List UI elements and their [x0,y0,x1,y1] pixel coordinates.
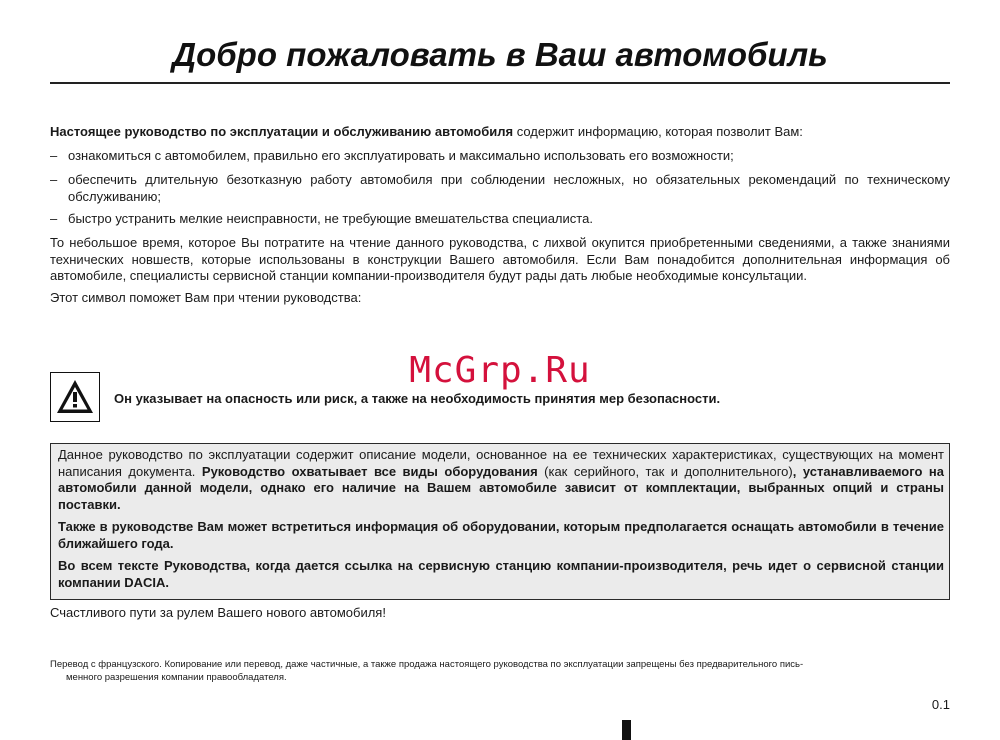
title-underline [50,82,950,84]
list-item [50,211,950,228]
list-dash: – [50,211,58,226]
reading-time-paragraph: То небольшое время, которое Вы потратите на чтение данного руководства, с лихвой окупится приобретенными сведениями, а также знаниями технических новшеств, которые использованы в конструкции Вашего автомобиля. Если Вам понадобится дополнительная информация об автомобиле, специалисты сервисной станции компании-производителя будут рады дать любые необходимые консультации. [50,235,950,283]
equipment-notice-box [50,443,950,600]
page-number: 0.1 [931,697,950,712]
watermark-text: McGrp.Ru [409,350,591,391]
list-item [50,148,950,165]
notice-bold-text: Руководство охватывает все виды оборудования [201,463,538,479]
warning-symbol-box [50,372,100,422]
closing-line: Счастливого пути за рулем Вашего нового автомобиля! [50,605,386,620]
copyright-footnote [50,658,950,684]
list-item-text: ознакомиться с автомобилем, правильно его эксплуатировать и максимально использовать его возможности; [68,148,734,163]
warning-description: Он указывает на опасность или риск, а также на необходимость принятия мер безопасности. [114,391,721,406]
list-item-text: обеспечить длительную безотказную работу автомобиля при соблюдении несложных, но обязательных рекомендаций по техническому обслуживанию; [68,172,950,204]
page-title: Добро пожаловать в Ваш автомобиль [172,36,828,73]
list-item [50,172,950,205]
notice-paragraph-3: Во всем тексте Руководства, когда дается ссылка на сервисную станцию компании-производителя, речь идет о сервисной станции компании DACIA. [58,558,944,590]
footnote-line-2: менного разрешения компании правообладателя. [66,672,287,683]
notice-paragraph-2: Также в руководстве Вам может встретиться информация об оборудовании, которым предполагается оснащать автомобили в течение ближайшего года. [58,519,944,551]
notice-bold-text: , устанавливаемого на автомобили данной модели, однако его наличие на Вашем автомобиле зависит от комплектации, выбранных опций и страны поставки. [58,463,944,512]
list-item-text: быстро устранить мелкие неисправности, не требующие вмешательства специалиста. [68,211,593,226]
notice-text: (как серийного, так и дополнительного) [537,463,793,479]
warning-triangle-icon [55,378,95,416]
intro-paragraph [50,124,950,141]
notice-paragraph-1 [58,447,944,513]
intro-bold: Настоящее руководство по эксплуатации и обслуживанию автомобиля [50,124,514,139]
list-dash: – [50,148,58,163]
footnote-line-1: Перевод с французского. Копирование или перевод, даже частичные, а также продажа настоящего руководства по эксплуатации запрещены без предварительного пись- [50,659,804,670]
page-edge-marker [622,720,631,740]
list-dash: – [50,172,58,187]
symbol-intro-paragraph: Этот символ поможет Вам при чтении руководства: [50,290,362,305]
intro-rest: содержит информацию, которая позволит Вам: [513,124,803,139]
notice-text: Данное руководство по эксплуатации содержит описание модели, основанное на ее технических характеристиках, существующих на момент написания документа. [58,447,944,479]
